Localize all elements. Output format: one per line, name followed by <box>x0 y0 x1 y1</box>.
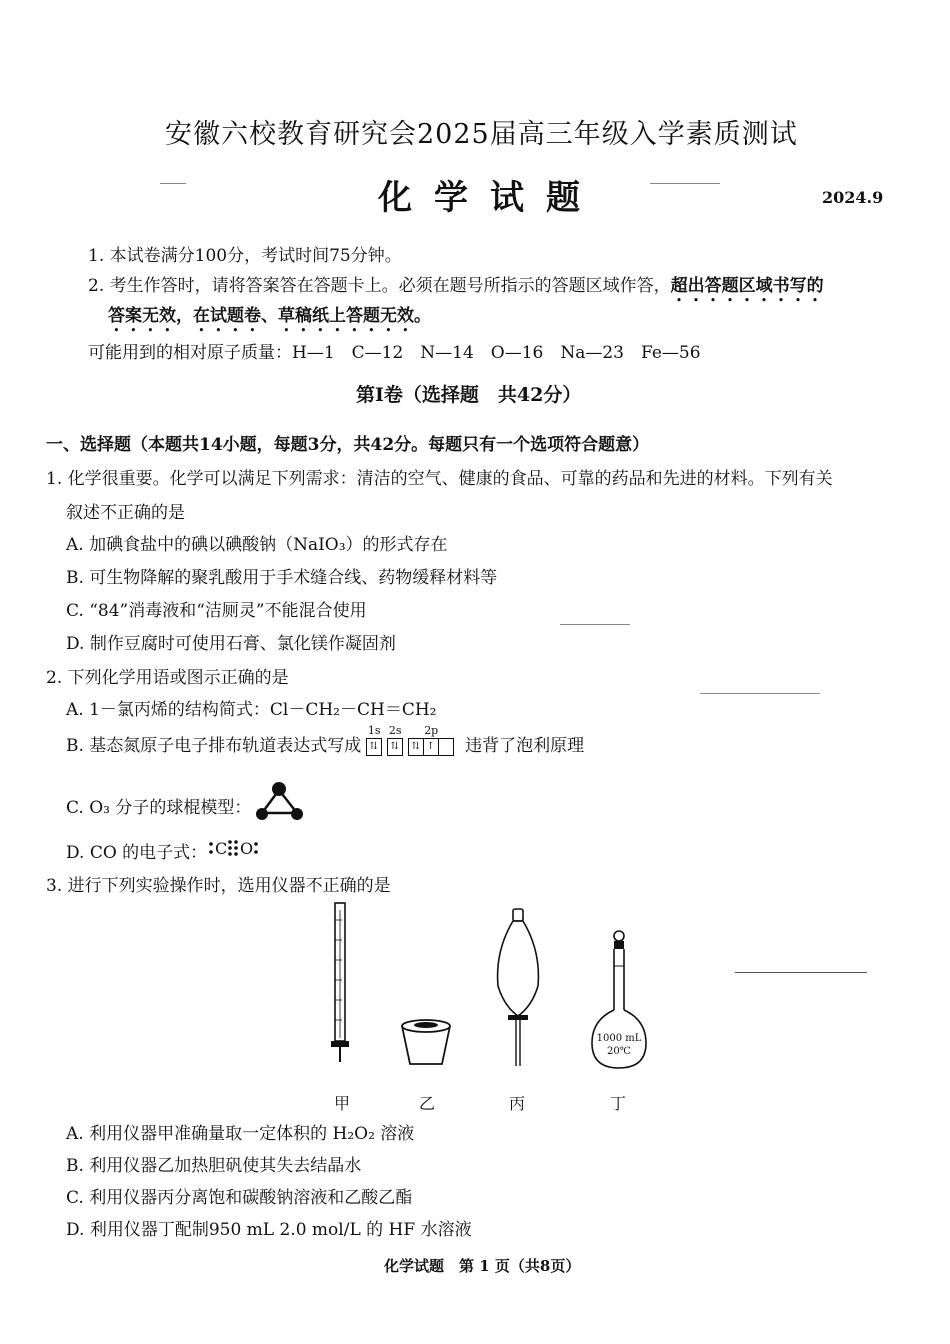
flask-label-temp: 20℃ <box>607 1046 631 1057</box>
page-title: 化学试题 <box>378 178 602 218</box>
q2-option-a: A. 1－氯丙烯的结构简式：Cl－CH₂－CH＝CH₂ <box>66 700 437 720</box>
apparatus-label-bing: 丙 <box>509 1094 526 1113</box>
note-2-emphasis: 超出答题区域书写的 <box>670 276 824 296</box>
q3-option-c: C. 利用仪器丙分离饱和碳酸钠溶液和乙酸乙酯 <box>66 1188 413 1208</box>
q1-option-c: C. “84”消毒液和“洁厕灵”不能混合使用 <box>66 601 367 621</box>
orbital-1s-label: 1s <box>367 724 381 737</box>
q1-stem: 1. 化学很重要。化学可以满足下列需求：清洁的空气、健康的食品、可靠的药品和先进的材料。下列有关 <box>46 469 833 489</box>
orbital-2s-label: 2s <box>388 724 402 737</box>
flask-label-volume: 1000 mL <box>596 1033 642 1044</box>
q3-stem: 3. 进行下列实验操作时，选用仪器不正确的是 <box>46 876 391 896</box>
q1-option-a: A. 加碘食盐中的碘以碘酸钠（NaIO₃）的形式存在 <box>66 535 448 555</box>
svg-text:O: O <box>240 839 254 858</box>
atomic-masses: 可能用到的相对原子质量：H—1 C—12 N—14 O—16 Na—23 Fe—56 <box>88 343 701 363</box>
scan-mark <box>560 624 630 625</box>
q3-option-d: D. 利用仪器丁配制950 mL 2.0 mol/L 的 HF 水溶液 <box>66 1220 472 1240</box>
note-1: 1. 本试卷满分100分，考试时间75分钟。 <box>88 246 402 266</box>
co-electron-formula <box>207 835 273 861</box>
exam-organization: 安徽六校教育研究会2025届高三年级入学素质测试 <box>165 119 798 150</box>
separatory-funnel-apparatus <box>490 906 546 1076</box>
scan-mark <box>735 972 867 973</box>
q2-option-b-text: B. 基态氮原子电子排布轨道表达式写成 <box>66 736 362 756</box>
orbital-1s: 1s ⇅ <box>367 725 382 756</box>
q2-option-b-suffix: 违背了泡利原理 <box>465 736 585 756</box>
q3-option-a: A. 利用仪器甲准确量取一定体积的 H₂O₂ 溶液 <box>66 1124 415 1144</box>
q2-option-d <box>66 838 207 863</box>
q2-option-c-text: C. O₃ 分子的球棍模型： <box>66 798 252 818</box>
burette-apparatus <box>320 900 360 1065</box>
q3-option-b: B. 利用仪器乙加热胆矾使其失去结晶水 <box>66 1156 362 1176</box>
ozone-ball-stick-model <box>250 780 310 825</box>
note-2-cont <box>108 301 431 336</box>
exam-date: 2024.9 <box>822 188 884 207</box>
apparatus-label-jia: 甲 <box>334 1094 351 1113</box>
scan-mark <box>160 183 186 184</box>
orbital-2p: 2p ⇅ ↑ <box>409 725 454 756</box>
apparatus-label-yi: 乙 <box>419 1094 436 1113</box>
apparatus-label-ding: 丁 <box>610 1094 627 1113</box>
flask-label <box>592 1032 646 1058</box>
section-title: 第Ⅰ卷（选择题 共42分） <box>356 384 582 406</box>
q1-option-d: D. 制作豆腐时可使用石膏、氯化镁作凝固剂 <box>66 634 396 654</box>
part-title: 一、选择题（本题共14小题，每题3分，共42分。每题只有一个选项符合题意） <box>46 435 650 455</box>
q1-stem-cont: 叙述不正确的是 <box>66 503 185 523</box>
svg-text:C: C <box>215 839 228 858</box>
orbital-2s: 2s ⇅ <box>388 725 403 756</box>
q1-option-b: B. 可生物降解的聚乳酸用于手术缝合线、药物缓释材料等 <box>66 568 498 588</box>
scan-mark <box>700 693 820 694</box>
crucible-apparatus <box>398 1018 454 1068</box>
note-2-text: 2. 考生作答时，请将答案答在答题卡上。必须在题号所指示的答题区域作答， <box>88 276 671 296</box>
q2-stem: 2. 下列化学用语或图示正确的是 <box>46 668 289 688</box>
q2-option-b <box>66 725 584 756</box>
note-2-emphasis-cont: 答案无效，在试题卷、草稿纸上答题无效。 <box>108 306 431 326</box>
orbital-2p-label: 2p <box>424 724 439 737</box>
scan-mark <box>650 183 720 184</box>
page-footer: 化学试题 第 1 页（共8页） <box>384 1257 581 1275</box>
q2-option-d-text: D. CO 的电子式： <box>66 843 208 863</box>
q2-option-c <box>66 793 251 818</box>
